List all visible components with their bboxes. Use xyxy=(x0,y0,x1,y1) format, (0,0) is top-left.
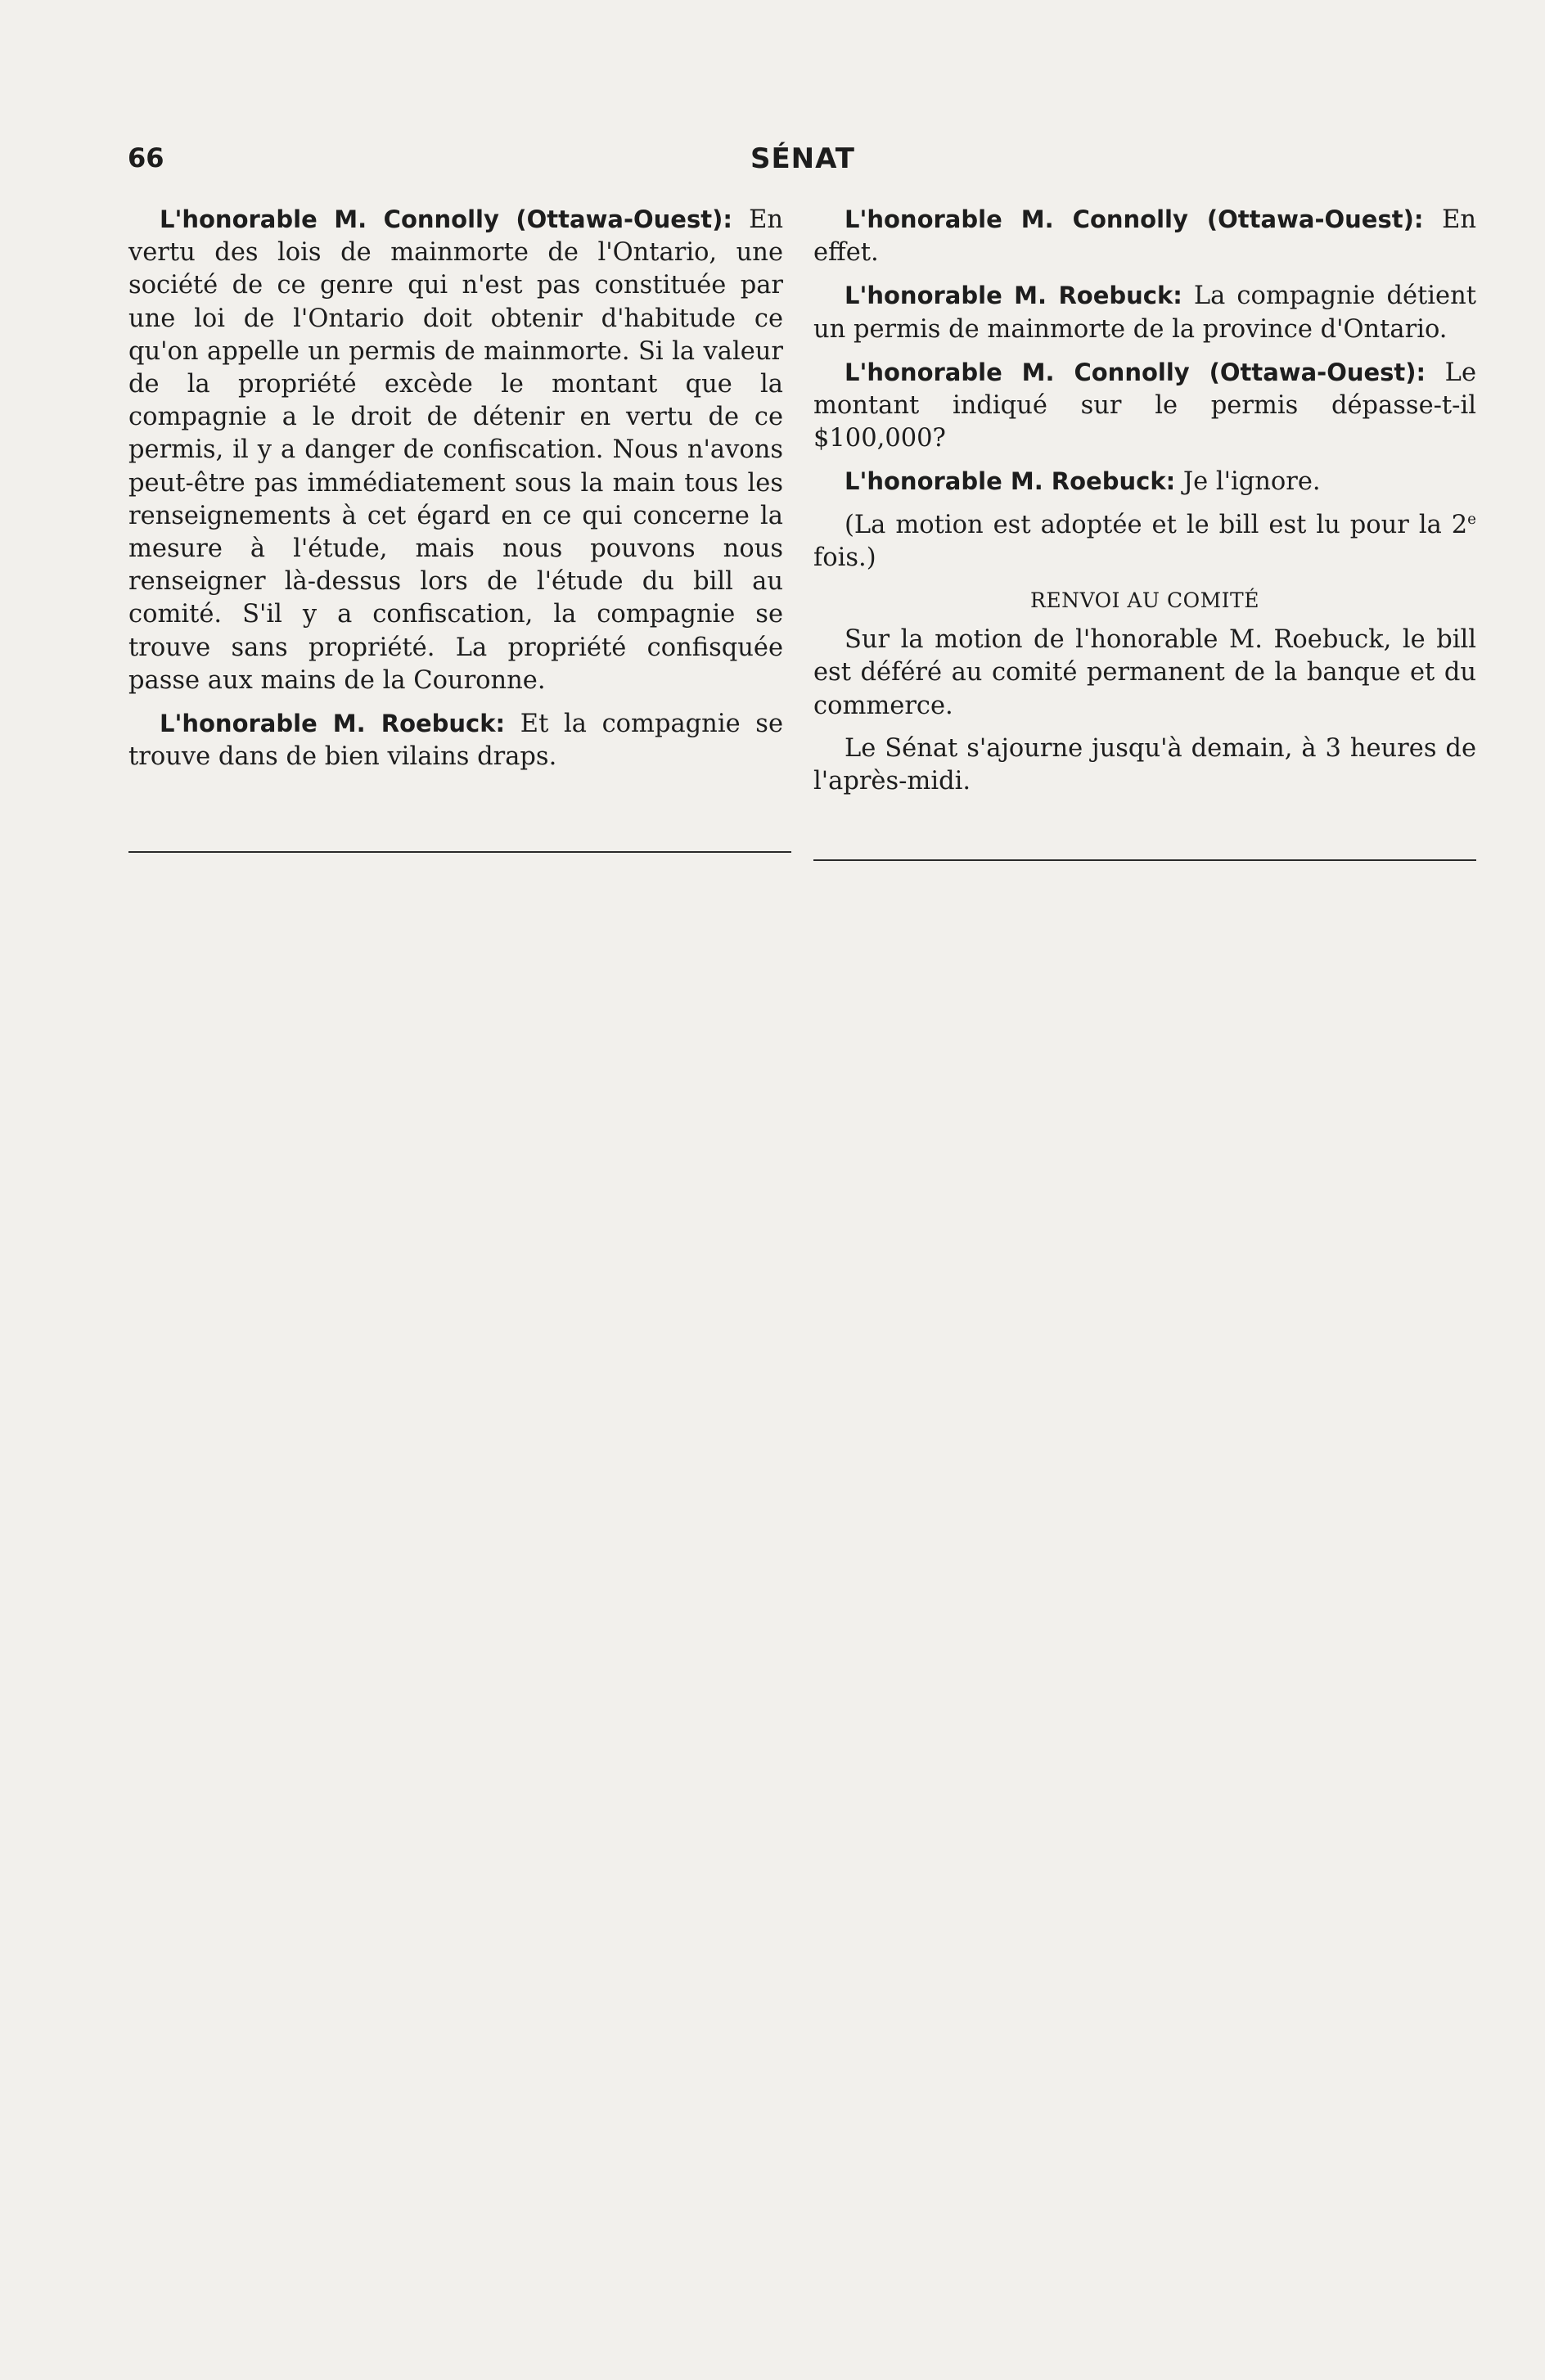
ordinal-suffix: e xyxy=(1467,510,1476,528)
page-number: 66 xyxy=(128,142,164,174)
column-end-rule xyxy=(813,859,1476,861)
page-header xyxy=(128,142,1478,183)
adjournment-paragraph: Le Sénat s'ajourne jusqu'à demain, à 3 heures de l'après-midi. xyxy=(813,733,1476,796)
speech-paragraph xyxy=(813,279,1476,345)
speech-paragraph xyxy=(813,465,1476,498)
speaker-name: L'honorable M. Roebuck: xyxy=(845,282,1182,310)
speech-paragraph xyxy=(128,707,783,773)
speech-paragraph xyxy=(128,203,783,697)
speech-paragraph xyxy=(813,356,1476,456)
speech-text: Et la compagnie se trouve dans de bien vilains draps. xyxy=(128,710,783,772)
motion-text-end: fois.) xyxy=(813,543,876,572)
running-head: SÉNAT xyxy=(750,142,856,175)
speaker-name: L'honorable M. Connolly (Ottawa-Ouest): xyxy=(160,205,732,233)
speaker-name: L'honorable M. Connolly (Ottawa-Ouest): xyxy=(845,205,1424,233)
column-end-rule xyxy=(128,851,791,853)
speech-text: La compagnie détient un permis de mainmorte de la province d'Ontario. xyxy=(813,282,1477,344)
speaker-name: L'honorable M. Roebuck: xyxy=(845,467,1176,496)
speech-text: Le montant indiqué sur le permis dépasse-t-il $100,000? xyxy=(813,358,1476,453)
right-column xyxy=(813,203,1476,808)
speech-paragraph xyxy=(813,203,1476,269)
speech-text: En vertu des lois de mainmorte de l'Ontario, une société de ce genre qui n'est pas constituée par une loi de l'Ontario doit obtenir d'habitude ce qu'on appelle un permis de mainmorte. Si la valeur de la propriété excède le montant que la compagnie a le droit de détenir en vertu de ce permis, il y a danger de confiscation. Nous n'avons peut-être pas immédiatement sous la main tous les renseignements à cet égard en ce qui concerne la mesure à l'étude, mais nous pouvons nous renseigner là-dessus lors de l'étude du bill au comité. S'il y a confiscation, la compagnie se trouve sans propriété. La propriété confisquée passe aux mains de la Couronne. xyxy=(128,205,783,695)
speech-text: En effet. xyxy=(813,205,1476,268)
left-column xyxy=(128,203,783,783)
speech-text: Je l'ignore. xyxy=(1175,467,1321,497)
speaker-name: L'honorable M. Roebuck: xyxy=(160,710,506,738)
motion-note xyxy=(813,509,1476,575)
motion-text-start: (La motion est adoptée et le bill est lu pour la 2 xyxy=(845,510,1468,539)
section-heading: RENVOI AU COMITÉ xyxy=(1030,588,1259,613)
referral-paragraph: Sur la motion de l'honorable M. Roebuck, le bill est déféré au comité permanent de la banque et du commerce. xyxy=(813,625,1476,720)
speaker-name: L'honorable M. Connolly (Ottawa-Ouest): xyxy=(845,358,1426,386)
